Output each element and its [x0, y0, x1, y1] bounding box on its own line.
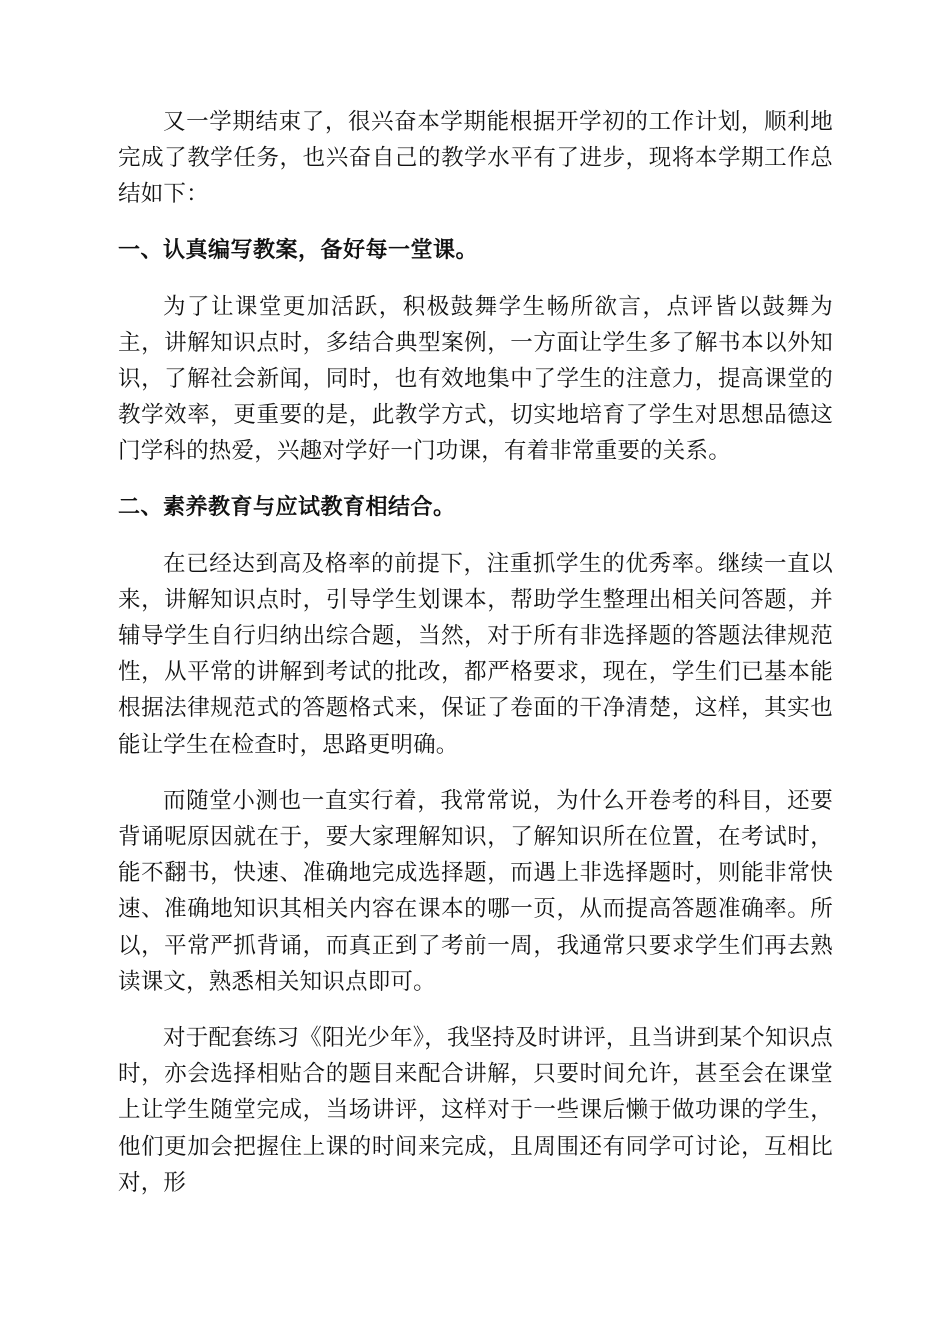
section-2-heading: 二、素养教育与应试教育相结合。 — [118, 494, 456, 520]
document-page — [118, 104, 833, 1221]
section-2-paragraph-2: 而随堂小测也一直实行着，我常常说，为什么开卷考的科目，还要背诵呢原因就在于，要大家理解知识，了解知识所在位置，在考试时，能不翻书，快速、准确地完成选择题，而遇上非选择题时，则能非常快速、准确地知识其相关内容在课本的哪一页，从而提高答题准确率。所以，平常严抓背诵，而真正到了考前一周，我通常只要求学生们再去熟读课文，熟悉相关知识点即可。 — [118, 787, 833, 995]
intro-paragraph: 又一学期结束了，很兴奋本学期能根据开学初的工作计划，顺利地完成了教学任务，也兴奋自己的教学水平有了进步，现将本学期工作总结如下： — [118, 109, 833, 208]
section-2-paragraph-3: 对于配套练习《阳光少年》，我坚持及时讲评，且当讲到某个知识点时，亦会选择相贴合的题目来配合讲解，只要时间允许，甚至会在课堂上让学生随堂完成，当场讲评，这样对于一些课后懒于做功课的学生，他们更加会把握住上课的时间来完成，且周围还有同学可讨论，互相比对，形 — [118, 1025, 833, 1196]
section-1-paragraph: 为了让课堂更加活跃，积极鼓舞学生畅所欲言，点评皆以鼓舞为主，讲解知识点时，多结合典型案例，一方面让学生多了解书本以外知识，了解社会新闻，同时，也有效地集中了学生的注意力，提高课堂的教学效率，更重要的是，此教学方式，切实地培育了学生对思想品德这门学科的热爱，兴趣对学好一门功课，有着非常重要的关系。 — [118, 293, 833, 465]
section-2-paragraph-1: 在已经达到高及格率的前提下，注重抓学生的优秀率。继续一直以来，讲解知识点时，引导学生划课本，帮助学生整理出相关问答题，并辅导学生自行归纳出综合题，当然，对于所有非选择题的答题法律规范性，从平常的讲解到考试的批改，都严格要求，现在，学生们已基本能根据法律规范式的答题格式来，保证了卷面的干净清楚，这样，其实也能让学生在检查时，思路更明确。 — [118, 550, 833, 758]
section-1-heading: 一、认真编写教案，备好每一堂课。 — [118, 237, 479, 263]
